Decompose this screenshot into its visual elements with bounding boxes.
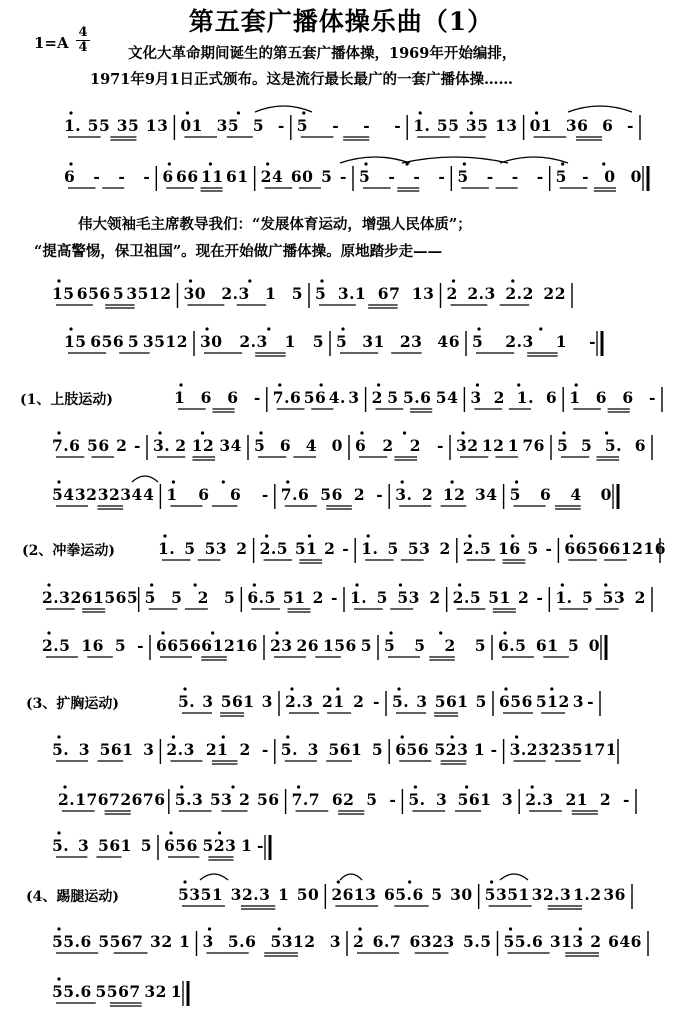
measure: 5. 3 561 5	[52, 836, 152, 855]
measure: 6.5 61 5 0	[498, 636, 600, 655]
measure: 5. 3 561 3	[178, 692, 273, 711]
measure: 3 2 1. 6	[470, 388, 558, 407]
measure: 7.6 56 4. 3	[272, 388, 360, 407]
measure: 2613 65.6 5 30	[331, 885, 473, 904]
tie-arc	[340, 157, 410, 163]
measure: 5.3 53 2 56	[174, 790, 280, 809]
music-line	[0, 690, 682, 716]
measure: 55.6 313 2 646	[503, 932, 642, 951]
measure: 01 36 6 -	[529, 116, 634, 135]
music-line	[0, 165, 682, 191]
measure: 5 6 4 0	[254, 436, 343, 455]
measure: 5 - - -	[457, 167, 544, 186]
measure: 5 - - -	[359, 167, 446, 186]
time-signature-bottom: 4	[78, 40, 88, 55]
music-line	[0, 586, 682, 612]
measure: 5. 3 561 3	[408, 790, 514, 809]
section-label: (3、扩胸运动)	[26, 696, 119, 712]
measure: 2.5 16 5 -	[42, 636, 144, 655]
measure: 2.3 26 156 5	[42, 588, 139, 607]
measure: 7.6 56 2 -	[52, 436, 141, 455]
measure: 1. 55 35 13	[64, 116, 169, 135]
measure: 665 66 121 6	[156, 636, 258, 655]
measure: 2.5 51 2 -	[452, 588, 544, 607]
measure: 5 3.1 67 13	[315, 284, 435, 303]
measure: 2.5 51 2 -	[259, 539, 350, 558]
music-line	[0, 930, 682, 956]
tie-arc	[132, 476, 158, 482]
intro-line-2: 1971年9月1日正式颁布。这是流行最长最广的一套广播体操……	[90, 71, 514, 88]
music-line	[0, 386, 682, 412]
music-line	[0, 330, 682, 356]
measure: 6 2 2 -	[355, 436, 444, 455]
measure: 3 5.6 5312 3	[202, 932, 341, 951]
music-line	[0, 788, 682, 814]
tie-arc	[402, 157, 508, 163]
tie-arc	[500, 157, 568, 163]
tie-arc	[255, 106, 312, 112]
music-line	[0, 282, 682, 308]
measure: 2. 1 7672 676	[58, 790, 166, 809]
section-label: (2、冲拳运动)	[22, 543, 115, 559]
tie-arc	[568, 106, 632, 112]
measure: 1. 5 53 2	[350, 588, 441, 607]
measure: 1. 5 53 2	[361, 539, 451, 558]
music-line	[0, 483, 682, 509]
measure: 1. 5 53 2	[158, 539, 248, 558]
measure: 55.6 5567 32 1	[52, 982, 182, 1001]
measure: 2.3 21 2 -	[525, 790, 630, 809]
measure: 30 2.3 1 5	[183, 284, 303, 303]
measure: 1. 55 35 13	[413, 116, 518, 135]
measure: 5. 3 561 5	[280, 740, 384, 759]
measure: 32 12 1 76	[456, 436, 545, 455]
measure: 2.3 21 2 -	[166, 740, 269, 759]
measure: 6 - - -	[64, 167, 151, 186]
triplet-arc	[200, 874, 228, 880]
measure: 2.5 16 5 -	[462, 539, 553, 558]
section-label: (1、上肢运动)	[20, 392, 113, 408]
measure: 5 5 5. 6	[557, 436, 646, 455]
measure: 30 2.3 1 5	[200, 332, 324, 351]
quote-line-1: 伟大领袖毛主席教导我们：“发展体育运动，增强人民体质”；	[78, 216, 472, 233]
measure: 3. 2 12 34	[395, 485, 498, 504]
measure: 7.7 62 5 -	[291, 790, 397, 809]
music-line	[0, 883, 682, 909]
measure: 5351 32.3 1.2 36	[484, 885, 626, 904]
triplet-arc	[500, 874, 528, 880]
time-signature-top: 4	[78, 25, 88, 40]
measure: 3. 2 3235 171	[509, 740, 618, 759]
music-line	[0, 980, 682, 1006]
key-signature: 1=A	[34, 34, 69, 52]
measure: 5. 3 561 5	[392, 692, 487, 711]
measure: 1. 5 53 2	[555, 588, 646, 607]
measure: 5 5 2 5	[384, 636, 486, 655]
music-line	[0, 537, 682, 563]
measure: 3. 2 12 34	[153, 436, 242, 455]
measure: 656 523 1 -	[164, 836, 264, 855]
time-signature	[76, 26, 90, 55]
music-line	[0, 738, 682, 764]
measure: 5 2.3 1 -	[472, 332, 596, 351]
measure: 15 656 5 3512	[52, 284, 172, 303]
music-line	[0, 634, 682, 660]
measure: 5 6 4 0	[509, 485, 612, 504]
measure: 5 - 0 0	[555, 167, 642, 186]
measure: 665 66 121 6	[564, 539, 666, 558]
measure: 5 5 2 5	[144, 588, 236, 607]
measure: 1 6 6 -	[166, 485, 269, 504]
measure: 1 6 6 -	[569, 388, 656, 407]
music-line	[0, 434, 682, 460]
music-line	[0, 114, 682, 140]
measure: 5 - - -	[296, 116, 402, 135]
measure: 656 523 1 -	[395, 740, 498, 759]
measure: 2 6.7 6323 5.5	[353, 932, 492, 951]
measure: 15 656 5 3512	[64, 332, 188, 351]
measure: 55.6 5567 32 1	[52, 932, 191, 951]
measure: 5 31 23 46	[336, 332, 460, 351]
measure: 01 35 5 -	[180, 116, 285, 135]
measure: 7.6 56 2 -	[280, 485, 384, 504]
measure: 24 60 5 -	[260, 167, 347, 186]
page-title: 第五套广播体操乐曲（1）	[188, 7, 494, 36]
measure: 1 6 6 -	[174, 388, 261, 407]
music-line	[0, 834, 682, 860]
measure: 54 32 3234 4	[52, 485, 155, 504]
measure: 2 5 5.6 54	[371, 388, 459, 407]
section-label: (4、踢腿运动)	[26, 889, 119, 905]
measure: 23 26 156 5	[270, 636, 372, 655]
quote-line-2: “提高警惕，保卫祖国”。现在开始做广播体操。原地踏步走——	[34, 243, 443, 260]
measure: 5351 32.3 1 50	[178, 885, 320, 904]
measure: 6.5 51 2 -	[247, 588, 338, 607]
triplet-arc	[340, 874, 362, 880]
intro-line-1: 文化大革命期间诞生的第五套广播体操，1969年开始编排，	[128, 45, 517, 62]
measure: 656 512 3 -	[499, 692, 594, 711]
measure: 5. 3 561 3	[52, 740, 155, 759]
measure: 2.3 21 2 -	[285, 692, 380, 711]
measure: 6 66 11 61	[162, 167, 249, 186]
measure: 2 2.3 2.2 22	[446, 284, 566, 303]
